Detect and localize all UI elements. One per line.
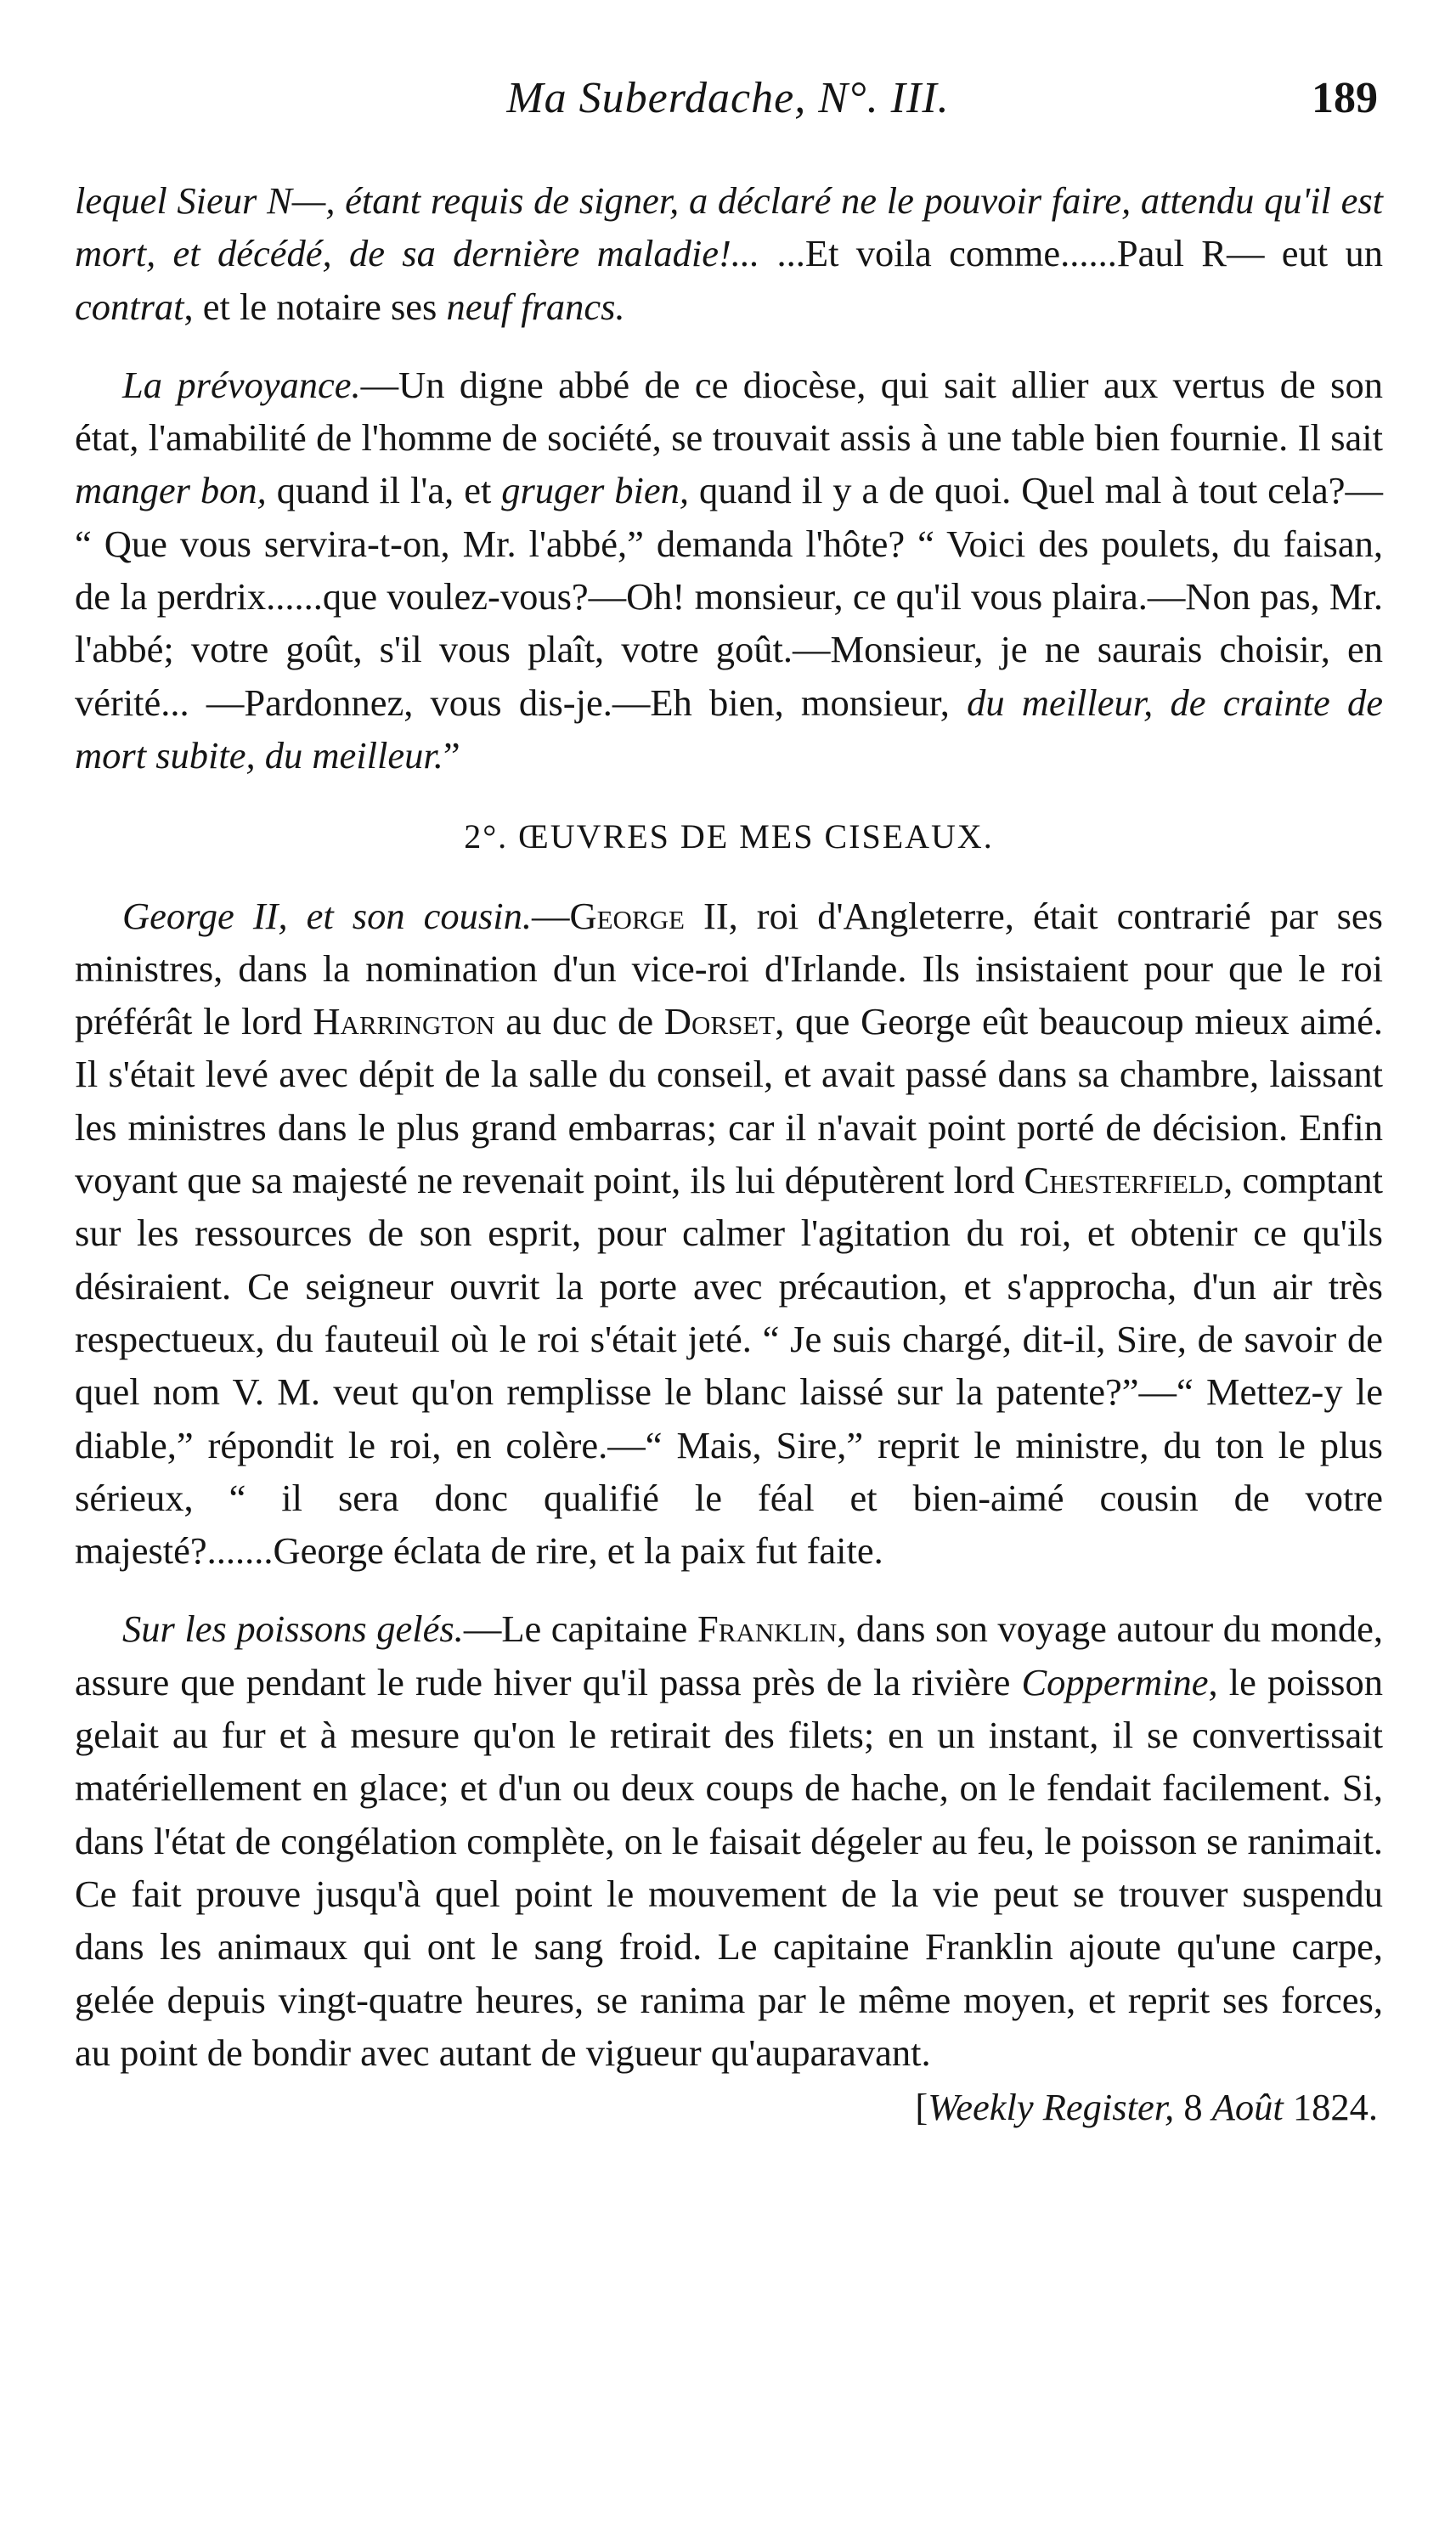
text-run: , dans son voyage autour du monde, assure que pendant le rude hiver qu'il passa près de la rivière <box>75 1607 1384 1703</box>
text-run: George <box>569 894 685 937</box>
page-header <box>0 66 1456 134</box>
text-run: gruger bien, <box>501 469 690 512</box>
text-run: au duc de <box>494 1000 664 1043</box>
text-run: Franklin <box>697 1607 838 1651</box>
text-run: ” <box>443 733 460 777</box>
text-run: —Le capitaine <box>463 1607 697 1651</box>
text-run: manger bon, <box>75 469 267 512</box>
text-run: Coppermine <box>1021 1660 1209 1703</box>
text-run: Harrington <box>313 1000 495 1043</box>
text-run: du meilleur, de crainte de mort subite, du meilleur. <box>75 681 1383 777</box>
text-run: neuf francs. <box>446 285 625 328</box>
paragraph-george-ii <box>75 890 1383 1578</box>
source-citation <box>75 2081 1383 2133</box>
source-month: Août <box>1211 2086 1284 2129</box>
paragraph-poissons-geles <box>75 1602 1383 2079</box>
text-run: quand il y a de quoi. Quel mal à tout cela?— “ Que vous servira-t-on, Mr. l'abbé,” demanda l'hôte? “ Voici des poulets, du faisan, de la perdrix......que voulez-vous?—Oh! monsieur, ce qu'il vous plaira.—Non pas, Mr. l'abbé; votre goût, s'il vous plaît, votre goût.—Monsieur, je ne saurais choisir, en vérité... —Pardonnez, vous dis-je.—Eh bien, monsieur, <box>75 469 1383 724</box>
text-run: , et le notaire ses <box>183 285 447 328</box>
text-run: La prévoyance. <box>122 363 361 406</box>
source-bracket: [ <box>915 2086 928 2129</box>
text-run: ...Et voila comme......Paul R— eut un <box>759 232 1383 275</box>
section-heading: 2°. ŒUVRES DE MES CISEAUX. <box>464 817 994 856</box>
text-run: , que George eût beaucoup mieux aimé. Il s'était levé avec dépit de la salle du conseil, et avait passé dans sa chambre, laissant les ministres dans le plus grand embarras; car il n'avait point porté de décision. Enfin voyant que sa majesté ne revenait point, ils lui députèrent lord <box>75 1000 1384 1202</box>
source-year: 1824. <box>1283 2086 1378 2129</box>
text-run: , le poisson gelait au fur et à mesure qu'on le retirait des filets; en un instant, il se convertissait matériellement en glace; et d'un ou deux coups de hache, on le fendait facilement. Si, dans l'état de congélation complète, on le faisait dégeler au feu, le poisson se ranimait. Ce fait prouve jusqu'à quel point le mouvement de la vie peut se trouver suspendu dans les animaux qui ont le sang froid. Le capitaine Franklin ajoute qu'une carpe, gelée depuis vingt-quatre heures, se ranima par le même moyen, et reprit ses forces, au point de bondir avec autant de vigueur qu'auparavant. <box>75 1660 1383 2074</box>
text-run: II, roi d'Angleterre, était contrarié par ses ministres, dans la nomination d'un vice-roi d'Irlande. Ils insistaient pour que le roi préférât le lord <box>75 894 1384 1043</box>
running-title: Ma Suberdache, N°. III. <box>506 74 950 122</box>
text-run: lequel Sieur N—, étant requis de signer, a déclaré ne le pouvoir faire, attendu qu'il est mort, et décédé, de sa dernière maladie!... <box>75 179 1383 275</box>
text-run: , comptant sur les ressources de son esprit, pour calmer l'agitation du roi, et obtenir ce qu'ils désiraient. Ce seigneur ouvrit la porte avec précaution, et s'approcha, d'un air très respectueux, du fauteuil où le roi s'était jeté. “ Je suis chargé, dit-il, Sire, de savoir de quel nom V. M. veut qu'on remplisse le blanc laissé sur la patente?”—“ Mettez-y le diable,” répondit le roi, en colère.—“ Mais, Sire,” reprit le ministre, du ton le plus sérieux, “ il sera donc qualifié le féal et bien-aimé cousin de votre majesté?.......George éclata de rire, et la paix fut faite. <box>75 1159 1384 1573</box>
body-text <box>75 174 1383 2133</box>
source-publication: Weekly Register, <box>928 2086 1175 2129</box>
text-run: — <box>531 894 570 937</box>
text-run: —Un digne abbé de ce diocèse, qui sait allier aux vertus de son état, l'amabilité de l'homme de société, se trouvait assis à une table bien fournie. Il sait <box>75 363 1383 460</box>
text-run: quand il l'a, et <box>266 469 502 512</box>
text-run: contrat <box>75 285 184 328</box>
text-run: Dorset <box>663 1000 776 1043</box>
paragraph-la-prevoyance <box>75 359 1383 782</box>
page-number: 189 <box>1312 74 1378 122</box>
text-run: Chesterfield <box>1024 1159 1224 1202</box>
source-day: 8 <box>1174 2086 1212 2129</box>
text-run: George II, et son cousin. <box>122 894 532 937</box>
paragraph-notary-ending <box>75 174 1383 333</box>
text-run: Sur les poissons gelés. <box>122 1607 464 1651</box>
